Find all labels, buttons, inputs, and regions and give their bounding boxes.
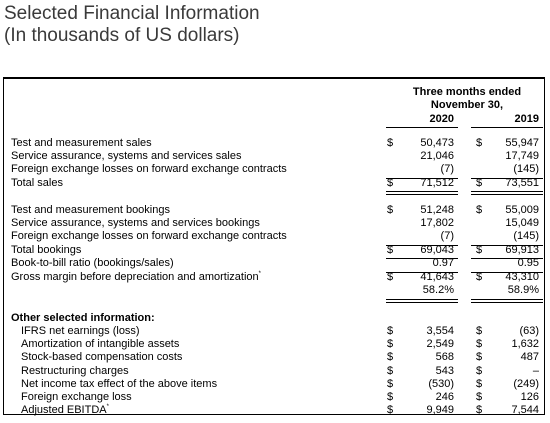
row-label: Foreign exchange losses on forward exchange contracts (11, 163, 287, 175)
table-row (4, 163, 546, 176)
value-2019: (145) (513, 163, 539, 175)
row-label: Total sales (11, 177, 63, 189)
value-2020: 69,043 (420, 244, 454, 256)
value-2019: 1,632 (511, 338, 539, 350)
table-row (4, 378, 546, 391)
value-2020: (7) (440, 163, 454, 175)
page-title (4, 3, 260, 47)
table-row (4, 204, 546, 217)
currency-symbol-2019: $ (476, 271, 483, 283)
currency-symbol-2019: $ (476, 204, 483, 216)
value-2019: 73,551 (505, 177, 539, 189)
margin-rule-2020 (386, 272, 458, 273)
bookings-total-rule-2019 (471, 258, 543, 259)
col-header-2019: 2019 (514, 113, 539, 125)
row-label: Foreign exchange loss (21, 391, 132, 403)
currency-symbol-2019: $ (476, 177, 483, 189)
row-label: Foreign exchange losses on forward exchange contracts (11, 230, 287, 242)
currency-symbol-2020: $ (387, 244, 394, 256)
table-row (4, 312, 546, 325)
value-2020: 58.2% (422, 284, 454, 296)
table-row (4, 284, 546, 297)
row-label: Service assurance, systems and services bookings (11, 217, 260, 229)
value-2020: 568 (435, 351, 454, 363)
financial-table (3, 77, 545, 415)
header-rule-2019 (471, 127, 543, 128)
value-2020: 50,473 (420, 137, 454, 149)
value-2019: 7,544 (511, 404, 539, 416)
row-label: Test and measurement bookings (11, 204, 170, 216)
table-row (4, 338, 546, 351)
currency-symbol-2020: $ (387, 404, 394, 416)
value-2019: 0.95 (517, 257, 539, 269)
currency-symbol-2020: $ (387, 177, 394, 189)
row-label: Stock-based compensation costs (21, 351, 183, 363)
row-label: IFRS net earnings (loss) (21, 325, 140, 337)
value-2019: 58.9% (507, 284, 539, 296)
footnote-marker: * (258, 271, 261, 277)
row-label: Amortization of intangible assets (21, 338, 180, 350)
title-line-2: (In thousands of US dollars) (4, 25, 240, 46)
currency-symbol-2019: $ (476, 244, 483, 256)
row-label: Adjusted EBITDA* (21, 404, 109, 416)
sales-total-rule-2019 (471, 191, 543, 195)
value-2020: 3,554 (426, 325, 454, 337)
table-row (4, 217, 546, 230)
value-2019: 43,310 (505, 271, 539, 283)
sales-subtotal-rule-2020 (386, 178, 458, 179)
currency-symbol-2019: $ (476, 365, 483, 377)
currency-symbol-2020: $ (387, 391, 394, 403)
table-row (4, 404, 546, 417)
bookings-total-rule-2020 (386, 258, 458, 259)
row-label: Total bookings (11, 244, 82, 256)
table-row (4, 325, 546, 338)
currency-symbol-2019: $ (476, 404, 483, 416)
value-2019: 69,913 (505, 244, 539, 256)
table-row (4, 365, 546, 378)
table-row (4, 177, 546, 190)
currency-symbol-2020: $ (387, 271, 394, 283)
value-2019: 17,749 (505, 150, 539, 162)
value-2020: 9,949 (426, 404, 454, 416)
value-2020: 51,248 (420, 204, 454, 216)
value-2019: (145) (513, 230, 539, 242)
value-2020: 17,802 (420, 217, 454, 229)
sales-total-rule-2020 (386, 191, 458, 195)
footnote-marker: * (106, 404, 109, 410)
title-line-1: Selected Financial Information (4, 3, 260, 24)
currency-symbol-2019: $ (476, 351, 483, 363)
table-row (4, 271, 546, 284)
margin-pct-rule-2020 (386, 299, 458, 303)
value-2020: 0.97 (432, 257, 454, 269)
table-row (4, 257, 546, 270)
row-label: Gross margin before depreciation and amortization* (11, 271, 261, 283)
period-header: Three months ended November 30, (412, 86, 522, 111)
currency-symbol-2019: $ (476, 378, 483, 390)
value-2019: 487 (520, 351, 539, 363)
row-label: Other selected information: (11, 312, 155, 324)
value-2019: 55,009 (505, 204, 539, 216)
value-2019: 55,947 (505, 137, 539, 149)
margin-pct-rule-2019 (471, 299, 543, 303)
currency-symbol-2020: $ (387, 351, 394, 363)
value-2020: 543 (435, 365, 454, 377)
currency-symbol-2019: $ (476, 391, 483, 403)
table-row (4, 150, 546, 163)
value-2020: (7) (440, 230, 454, 242)
row-label: Net income tax effect of the above items (21, 378, 218, 390)
currency-symbol-2020: $ (387, 325, 394, 337)
value-2020: 41,643 (420, 271, 454, 283)
value-2020: 2,549 (426, 338, 454, 350)
currency-symbol-2019: $ (476, 325, 483, 337)
currency-symbol-2020: $ (387, 365, 394, 377)
value-2020: 246 (435, 391, 454, 403)
table-row (4, 137, 546, 150)
bookings-subtotal-rule-2019 (471, 245, 543, 246)
value-2019: – (532, 365, 539, 377)
value-2020: 71,512 (420, 177, 454, 189)
value-2019: (63) (519, 325, 539, 337)
currency-symbol-2020: $ (387, 378, 394, 390)
value-2019: 126 (520, 391, 539, 403)
bookings-subtotal-rule-2020 (386, 245, 458, 246)
value-2019: 15,049 (505, 217, 539, 229)
currency-symbol-2019: $ (476, 338, 483, 350)
value-2020: (530) (428, 378, 454, 390)
value-2019: (249) (513, 378, 539, 390)
table-row (4, 351, 546, 364)
currency-symbol-2020: $ (387, 338, 394, 350)
row-label: Restructuring charges (21, 365, 129, 377)
currency-symbol-2020: $ (387, 137, 394, 149)
row-label: Test and measurement sales (11, 137, 152, 149)
row-label: Book-to-bill ratio (bookings/sales) (11, 257, 174, 269)
currency-symbol-2020: $ (387, 204, 394, 216)
table-row (4, 244, 546, 257)
table-row (4, 230, 546, 243)
header-rule-2020 (386, 127, 458, 128)
row-label: Service assurance, systems and services sales (11, 150, 242, 162)
sales-subtotal-rule-2019 (471, 178, 543, 179)
currency-symbol-2019: $ (476, 137, 483, 149)
col-header-2020: 2020 (429, 113, 454, 125)
margin-rule-2019 (471, 272, 543, 273)
value-2020: 21,046 (420, 150, 454, 162)
table-row (4, 391, 546, 404)
